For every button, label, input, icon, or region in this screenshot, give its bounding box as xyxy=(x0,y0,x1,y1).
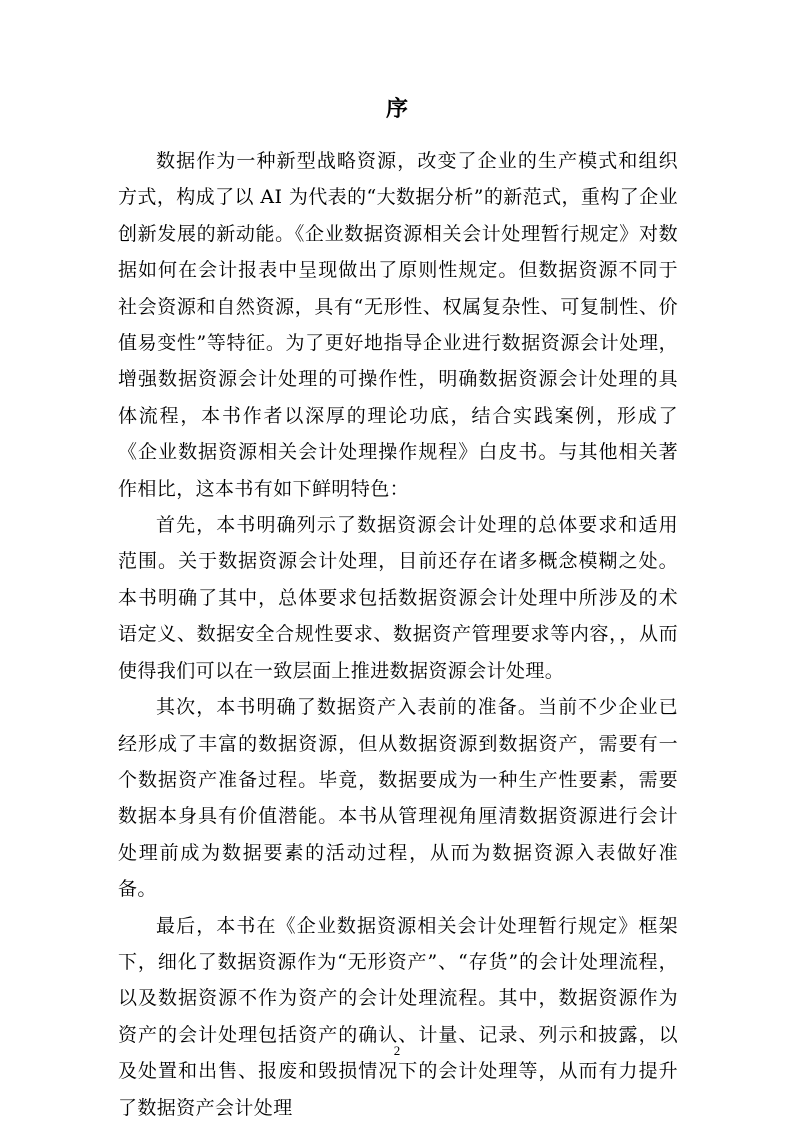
paragraph-last: 最后，本书在《企业数据资源相关会计处理暂行规定》框架下，细化了数据资源作为“无形资产”、“存货”的会计处理流程，以及数据资源不作为资产的会计处理流程。其中，数据资源作为资产的会计处理包括资产的确认、计量、记录、列示和披露，以及处置和出售、报废和毁损情况下的会计处理等，从而有力提升了数据资产会计处理 xyxy=(118,914,678,1119)
page-title: 序 xyxy=(385,96,408,122)
paragraph-second: 其次，本书明确了数据资产入表前的准备。当前不少企业已经形成了丰富的数据资源，但从数据资源到数据资产，需要有一个数据资产准备过程。毕竟，数据要成为一种生产性要素，需要数据本身具有价值潜能。本书从管理视角厘清数据资源进行会计处理前成为数据要素的活动过程，从而为数据资源入表做好准备。 xyxy=(118,696,678,901)
paragraph-first: 首先，本书明确列示了数据资源会计处理的总体要求和适用范围。关于数据资源会计处理，目前还存在诸多概念模糊之处。本书明确了其中，总体要求包括数据资源会计处理中所涉及的术语定义、数据安全合规性要求、数据资产管理要求等内容，，从而使得我们可以在一致层面上推进数据资源会计处理。 xyxy=(118,514,678,682)
page-number: 2 xyxy=(393,1043,401,1058)
paragraph-intro: 数据作为一种新型战略资源，改变了企业的生产模式和组织方式，构成了以 AI 为代表的“大数据分析”的新范式，重构了企业创新发展的新动能。《企业数据资源相关会计处理暂行规定》对数据如何在会计报表中呈现做出了原则性规定。但数据资源不同于社会资源和自然资源，具有“无形性、权属复杂性、可复制性、价值易变性”等特征。为了更好地指导企业进行数据资源会计处理，增强数据资源会计处理的可操作性，明确数据资源会计处理的具体流程，本书作者以深厚的理论功底，结合实践案例，形成了《企业数据资源相关会计处理操作规程》白皮书。与其他相关著作相比，这本书有如下鲜明特色： xyxy=(118,150,678,500)
body-text xyxy=(118,143,678,1126)
